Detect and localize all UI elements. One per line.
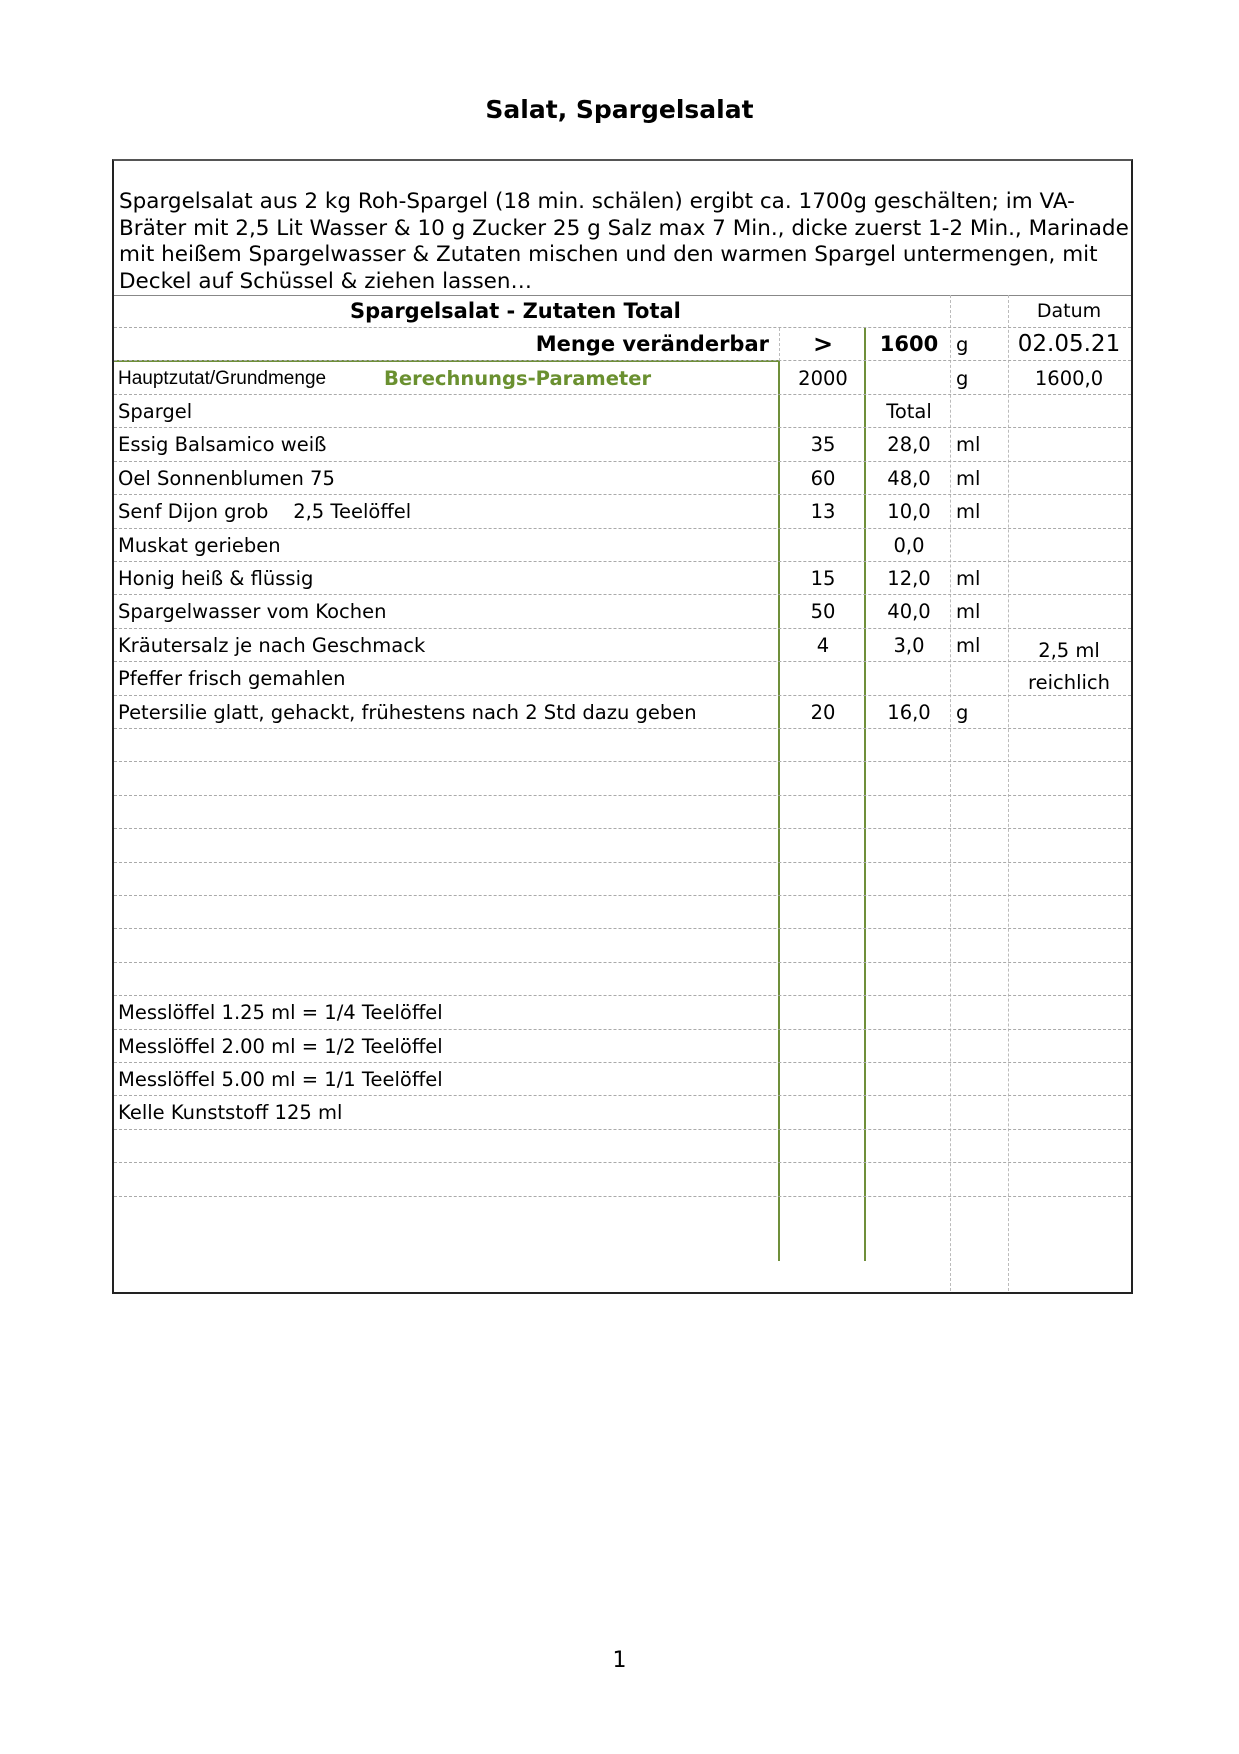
empty-row xyxy=(114,1130,1131,1163)
spargel-row xyxy=(114,395,1131,428)
ingredient-row xyxy=(114,562,1131,595)
ingredient-unit: g xyxy=(956,700,969,724)
ingredient-total: 12,0 xyxy=(887,567,931,590)
ingredient-unit: ml xyxy=(956,600,981,624)
ingredient-note xyxy=(1010,595,1128,628)
total-amount-input[interactable]: 1600 xyxy=(879,332,939,356)
total-column-label: Total xyxy=(886,400,932,423)
ingredient-total: 40,0 xyxy=(887,600,931,624)
ingredient-note xyxy=(1010,462,1128,495)
params-green-label: Berechnungs-Parameter xyxy=(384,366,652,390)
ingredient-base[interactable]: 20 xyxy=(810,700,836,724)
ingredient-base[interactable]: 60 xyxy=(810,466,836,490)
ingredient-note: 2,5 ml xyxy=(1038,638,1100,662)
ingredient-base[interactable] xyxy=(780,662,866,695)
ingredient-name: Spargel xyxy=(118,400,193,423)
ingredient-total: 3,0 xyxy=(893,633,925,657)
ingredient-row xyxy=(114,495,1131,528)
note-row xyxy=(114,1063,1131,1096)
params-label: Hauptzutat/Grundmenge xyxy=(118,367,327,389)
params-row xyxy=(114,362,1131,395)
empty-row xyxy=(114,929,1131,962)
ingredient-name: Spargelwasser vom Kochen xyxy=(118,600,387,624)
ingredient-total: 48,0 xyxy=(887,466,931,490)
ingredient-note xyxy=(1010,696,1128,729)
ingredient-row xyxy=(114,595,1131,628)
ingredient-name: Muskat gerieben xyxy=(118,533,281,557)
ingredient-name: Honig heiß & flüssig xyxy=(118,567,314,590)
params-unit: g xyxy=(956,366,969,390)
note-row xyxy=(114,996,1131,1029)
note-text: Messlöffel 5.00 ml = 1/1 Teelöffel xyxy=(118,1068,443,1091)
ingredient-total: 28,0 xyxy=(887,433,931,457)
section-heading: Spargelsalat - Zutaten Total xyxy=(350,299,681,323)
ingredient-row xyxy=(114,629,1131,662)
ingredient-unit: ml xyxy=(956,633,981,657)
note-row xyxy=(114,1030,1131,1063)
ingredient-unit: ml xyxy=(956,433,981,457)
ingredient-unit: ml xyxy=(956,466,981,490)
total-unit: g xyxy=(956,333,969,356)
ingredient-base[interactable] xyxy=(780,529,866,562)
ingredient-note xyxy=(1010,529,1128,562)
ingredient-total: 0,0 xyxy=(893,533,925,557)
note-text: Messlöffel 1.25 ml = 1/4 Teelöffel xyxy=(118,1001,443,1025)
ingredient-row xyxy=(114,662,1131,695)
ingredient-note xyxy=(1010,428,1128,461)
ingredient-row xyxy=(114,428,1131,461)
header-row xyxy=(114,295,1131,328)
empty-row xyxy=(114,796,1131,829)
ingredient-base[interactable]: 13 xyxy=(810,500,836,524)
ingredient-unit: ml xyxy=(956,567,981,590)
arrow-indicator: > xyxy=(812,330,834,358)
ingredient-note xyxy=(1010,562,1128,595)
note-text: Messlöffel 2.00 ml = 1/2 Teelöffel xyxy=(118,1034,443,1058)
ingredient-name: Essig Balsamico weiß xyxy=(118,433,327,457)
menge-row xyxy=(114,328,1131,361)
recipe-description: Spargelsalat aus 2 kg Roh-Spargel (18 min. schälen) ergibt ca. 1700g geschälten; im VA-Bräter mit 2,5 Lit Wasser & 10 g Zucker 25 g Salz max 7 Min., dicke zuerst 1-2 Min., Marinade mit heißem Spargelwasser & Zutaten mischen und den warmen Spargel untermengen, mit Deckel auf Schüssel & ziehen lassen… xyxy=(119,189,1129,294)
empty-row xyxy=(114,729,1131,762)
ingredient-base[interactable]: 35 xyxy=(810,433,836,457)
empty-row xyxy=(114,863,1131,896)
ingredient-row xyxy=(114,696,1131,729)
page-number: 1 xyxy=(612,1648,627,1673)
params-side-value: 1600,0 xyxy=(1034,366,1104,390)
ingredient-total: 16,0 xyxy=(887,700,931,724)
datum-label: Datum xyxy=(1036,300,1102,322)
date-value: 02.05.21 xyxy=(1017,331,1121,357)
ingredient-base[interactable]: 50 xyxy=(810,600,836,624)
ingredient-note: reichlich xyxy=(1028,671,1110,695)
menge-label: Menge veränderbar xyxy=(535,332,769,356)
ingredient-name: Kräutersalz je nach Geschmack xyxy=(118,633,426,657)
ingredient-name: Petersilie glatt, gehackt, frühestens nach 2 Std dazu geben xyxy=(118,700,697,724)
note-text: Kelle Kunststoff 125 ml xyxy=(118,1101,343,1125)
ingredient-base[interactable]: 15 xyxy=(810,567,836,590)
ingredient-unit: ml xyxy=(956,500,981,524)
ingredient-row xyxy=(114,529,1131,562)
ingredient-row xyxy=(114,462,1131,495)
note-row xyxy=(114,1096,1131,1129)
ingredient-name: Oel Sonnenblumen 75 xyxy=(118,466,335,490)
empty-row xyxy=(114,829,1131,862)
ingredient-name: Senf Dijon grob 2,5 Teelöffel xyxy=(118,500,412,524)
empty-row xyxy=(114,1163,1131,1196)
ingredient-name: Pfeffer frisch gemahlen xyxy=(118,667,346,691)
ingredient-note xyxy=(1010,495,1128,528)
ingredient-total xyxy=(866,662,952,695)
base-amount-input[interactable]: 2000 xyxy=(798,366,848,390)
ingredient-base[interactable]: 4 xyxy=(816,633,830,657)
empty-row xyxy=(114,963,1131,996)
empty-row xyxy=(114,896,1131,929)
page-title: Salat, Spargelsalat xyxy=(485,95,754,124)
ingredient-total: 10,0 xyxy=(887,500,931,524)
recipe-table xyxy=(112,159,1133,1294)
empty-row xyxy=(114,762,1131,795)
